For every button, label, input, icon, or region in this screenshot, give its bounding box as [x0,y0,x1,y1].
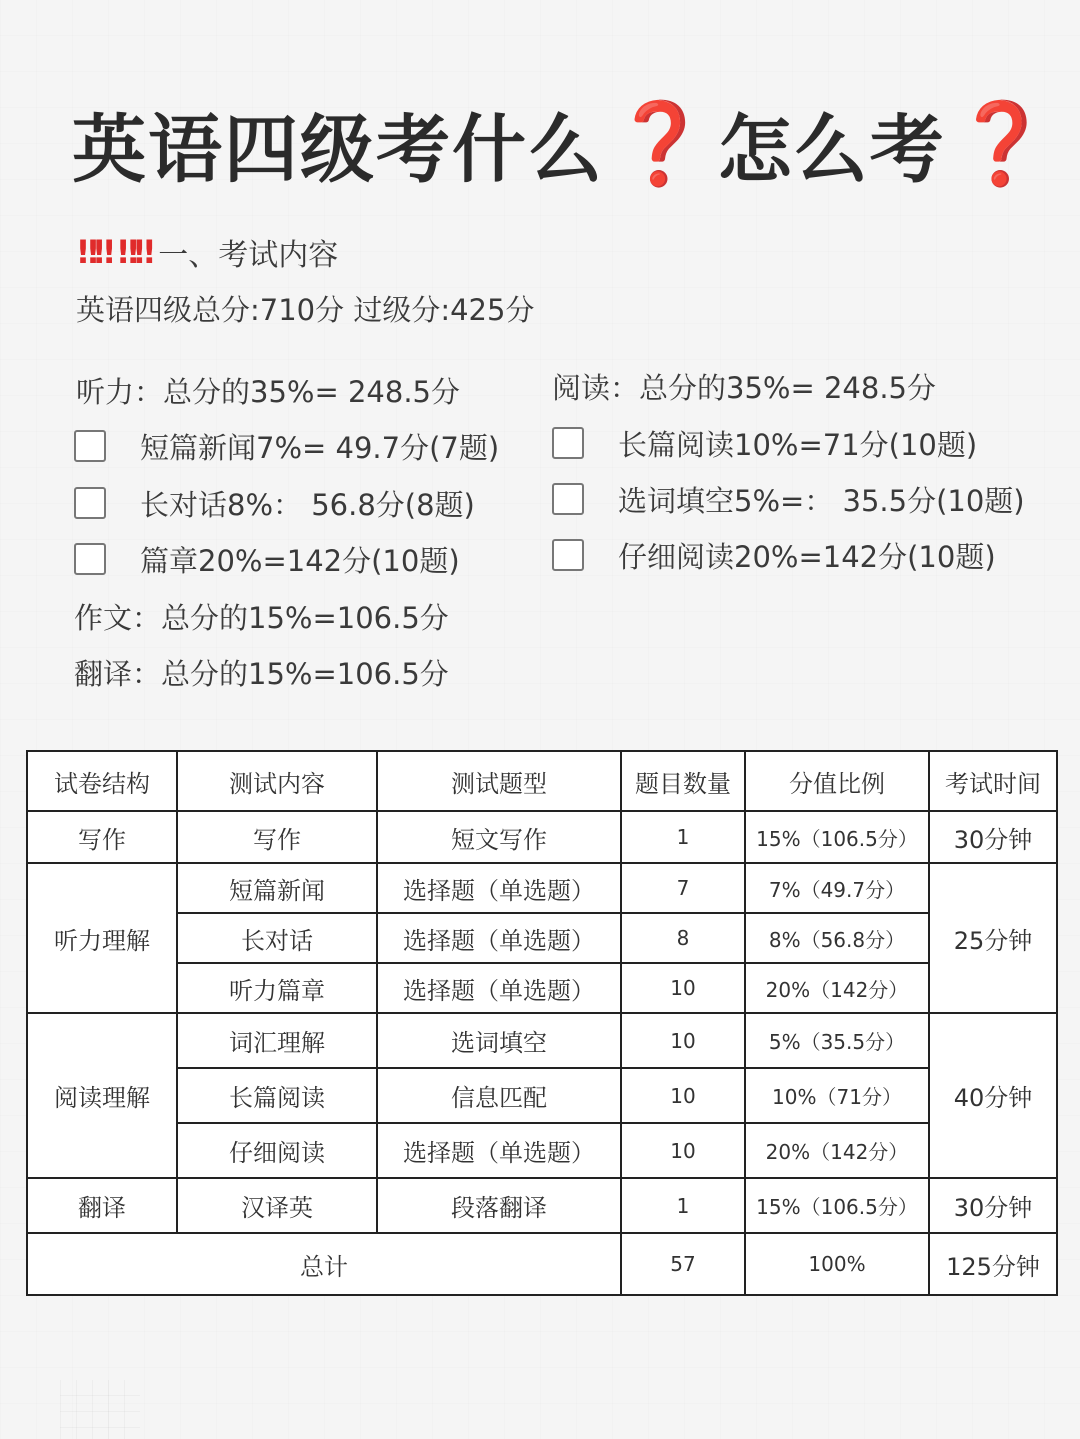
reading-item-label: 选词填空5%=： 35.5分(10题) [618,483,1025,518]
time-cell: 30分钟 [929,1178,1057,1233]
writing-line: 作文：总分的15%=106.5分 [74,600,449,635]
count-cell: 1 [621,1178,745,1233]
checkbox[interactable] [552,427,584,459]
reading-item-label: 长篇阅读10%=71分(10题) [618,427,978,462]
listening-header: 听力：总分的35%= 248.5分 [76,374,460,409]
content-cell: 长篇阅读 [177,1068,377,1123]
ratio-cell: 15%（106.5分） [745,811,929,863]
count-cell: 7 [621,863,745,913]
structure-cell: 翻译 [27,1178,177,1233]
table-row [27,1178,1057,1233]
time-cell: 40分钟 [929,1013,1057,1178]
table-row [27,1068,1057,1123]
ratio-cell: 8%（56.8分） [745,913,929,963]
section-heading-text: 一、考试内容 [158,238,339,273]
column-header: 试卷结构 [27,751,177,811]
type-cell: 选择题（单选题） [377,863,621,913]
table-row [27,863,1057,913]
column-header: 题目数量 [621,751,745,811]
column-header: 测试题型 [377,751,621,811]
double-exclamation-icon: ‼‼ [118,233,151,271]
ratio-cell: 5%（35.5分） [745,1013,929,1068]
listening-item-label: 短篇新闻7%= 49.7分(7题) [140,430,500,465]
checkbox[interactable] [74,543,106,575]
structure-cell: 阅读理解 [27,1013,177,1178]
content-cell: 仔细阅读 [177,1123,377,1178]
section-heading [78,230,338,274]
translation-line: 翻译：总分的15%=106.5分 [74,656,449,691]
total-count: 57 [621,1233,745,1295]
reading-item [552,477,1025,521]
count-cell: 10 [621,1123,745,1178]
type-cell: 段落翻译 [377,1178,621,1233]
reading-item [552,533,996,577]
count-cell: 10 [621,963,745,1013]
table-total-row [27,1233,1057,1295]
table-row [27,913,1057,963]
title-part-1: 英语四级考什么 [72,107,604,193]
question-mark-icon: ❓ [610,97,712,190]
type-cell: 信息匹配 [377,1068,621,1123]
table-row [27,1013,1057,1068]
type-cell: 选择题（单选题） [377,1123,621,1178]
table-header-row [27,751,1057,811]
total-label: 总计 [27,1233,621,1295]
content-cell: 写作 [177,811,377,863]
listening-item-label: 篇章20%=142分(10题) [140,543,460,578]
content-cell: 汉译英 [177,1178,377,1233]
type-cell: 选择题（单选题） [377,913,621,963]
content-cell: 长对话 [177,913,377,963]
reading-item-label: 仔细阅读20%=142分(10题) [618,539,996,574]
double-exclamation-icon: ‼‼ [78,233,111,271]
table-row [27,1123,1057,1178]
content-cell: 听力篇章 [177,963,377,1013]
time-cell: 25分钟 [929,863,1057,1013]
checkbox[interactable] [552,539,584,571]
content-cell: 词汇理解 [177,1013,377,1068]
reading-header: 阅读：总分的35%= 248.5分 [552,370,936,405]
question-mark-icon: ❓ [951,97,1054,190]
checkbox[interactable] [552,483,584,515]
table-row [27,963,1057,1013]
reading-item [552,421,977,465]
checkbox[interactable] [74,487,106,519]
listening-item-label: 长对话8%： 56.8分(8题) [140,487,475,522]
column-header: 测试内容 [177,751,377,811]
table-row [27,811,1057,863]
count-cell: 8 [621,913,745,963]
type-cell: 选择题（单选题） [377,963,621,1013]
count-cell: 10 [621,1068,745,1123]
column-header: 考试时间 [929,751,1057,811]
type-cell: 选词填空 [377,1013,621,1068]
title-part-2: 怎么考 [717,107,946,193]
count-cell: 10 [621,1013,745,1068]
ratio-cell: 20%（142分） [745,1123,929,1178]
type-cell: 短文写作 [377,811,621,863]
listening-item [74,537,460,581]
listening-item [74,481,475,525]
ratio-cell: 15%（106.5分） [745,1178,929,1233]
page-title [72,92,1059,196]
column-header: 分值比例 [745,751,929,811]
exam-structure-table [26,750,1058,1296]
score-line: 英语四级总分:710分 过级分:425分 [76,292,535,327]
structure-cell: 写作 [27,811,177,863]
decorative-grid [60,1380,140,1439]
ratio-cell: 10%（71分） [745,1068,929,1123]
checkbox[interactable] [74,430,106,462]
total-ratio: 100% [745,1233,929,1295]
total-time: 125分钟 [929,1233,1057,1295]
time-cell: 30分钟 [929,811,1057,863]
listening-item [74,424,499,468]
structure-cell: 听力理解 [27,863,177,1013]
count-cell: 1 [621,811,745,863]
ratio-cell: 20%（142分） [745,963,929,1013]
content-cell: 短篇新闻 [177,863,377,913]
ratio-cell: 7%（49.7分） [745,863,929,913]
